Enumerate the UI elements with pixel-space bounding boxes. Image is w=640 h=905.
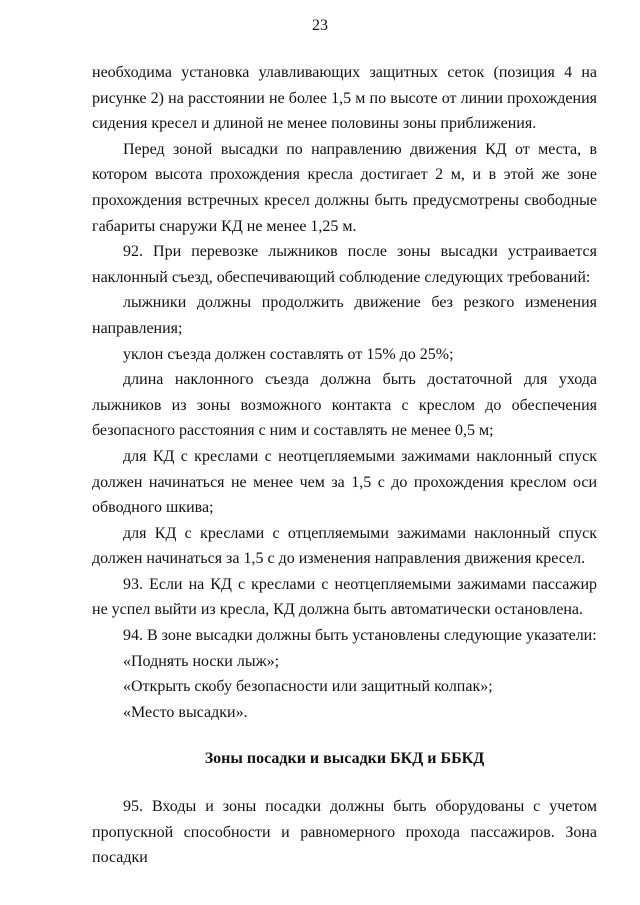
section-heading: Зоны посадки и высадки БКД и ББКД — [204, 750, 485, 768]
paragraph-94: 94. В зоне высадки должны быть установлены следующие указатели: — [123, 627, 597, 645]
sign-lift-ski-tips: «Поднять носки лыж»; — [123, 652, 280, 670]
document-body — [92, 60, 597, 871]
requirement-slope: уклон съезда должен составлять от 15% до 25%; — [123, 345, 454, 363]
requirement-detachable-grips: для КД с креслами с отцепляемыми зажимами наклонный спуск должен начинаться за 1,5 с до изменения направления движения кресел. — [92, 524, 597, 568]
paragraph-95: 95. Входы и зоны посадки должны быть оборудованы с учетом пропускной способности и равномерного прохода пассажиров. Зона посадки — [92, 798, 597, 867]
paragraph-clearance: Перед зоной высадки по направлению движения КД от места, в котором высота прохождения кресла достигает 2 м, и в этой же зоне прохождения встречных кресел должны быть предусмотрены свободные габариты снаружи КД не менее 1,25 м. — [92, 140, 597, 235]
paragraph-92: 92. При перевозке лыжников после зоны высадки устраивается наклонный съезд, обеспечивающий соблюдение следующих требований: — [92, 243, 597, 286]
page-number: 23 — [312, 17, 328, 34]
sign-open-safety-bar: «Открыть скобу безопасности или защитный колпак»; — [123, 678, 493, 696]
requirement-length: длина наклонного съезда должна быть достаточной для ухода лыжников из зоны возможного контакта с креслом до обеспечения безопасного расстояния с ним и составлять не менее 0,5 м; — [92, 371, 597, 440]
sign-unloading-place: «Место высадки». — [123, 703, 248, 721]
requirement-direction: лыжники должны продолжить движение без резкого изменения направления; — [92, 294, 597, 337]
paragraph-93: 93. Если на КД с креслами с неотцепляемыми зажимами пассажир не успел выйти из кресла, КД должна быть автоматически остановлена. — [92, 575, 597, 619]
requirement-fixed-grips: для КД с креслами с неотцепляемыми зажимами наклонный спуск должен начинаться не менее чем за 1,5 с до прохождения креслом оси обводного шкива; — [92, 447, 597, 517]
paragraph-continuation: необходима установка улавливающих защитных сеток (позиция 4 на рисунке 2) на расстоянии не более 1,5 м по высоте от линии прохождения сидения кресел и длиной не менее половины зоны приближения. — [92, 64, 597, 133]
